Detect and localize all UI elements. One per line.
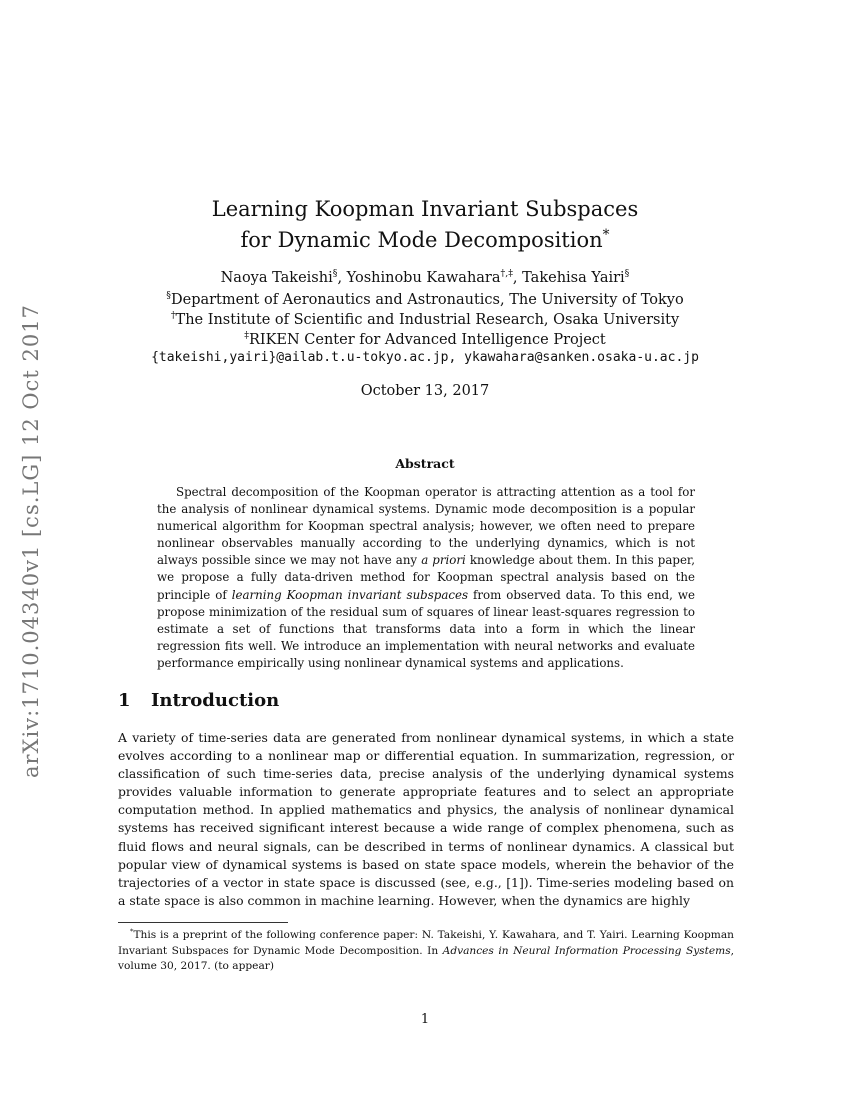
introduction-paragraph: A variety of time-series data are generated from nonlinear dynamical systems, in which a state evolves according to a nonlinear map or differential equation. In summarization, regression, or classification of such time-series data, precise analysis of the underlying dynamical systems provides valuable information to generate appropriate features and to select an appropriate computation method. In applied mathematics and physics, the analysis of nonlinear dynamical systems has received significant interest because a wide range of complex phenomena, such as fluid flows and neural signals, can be described in terms of nonlinear dynamics. A classical but popular view of dynamical systems is based on state space models, wherein the behavior of the trajectories of a vector in state space is discussed (see, e.g., [1]). Time-series modeling based on a state space is also common in machine learning. However, when the dynamics are highly <box>118 730 734 908</box>
paper-title-line-1: Learning Koopman Invariant Subspaces <box>211 197 639 221</box>
footnote-emphasis: Advances in Neural Information Processing Systems <box>442 944 731 957</box>
section-title: Introduction <box>151 690 280 711</box>
introduction-body <box>118 729 734 910</box>
paper-title-line-2-text: for Dynamic Mode Decomposition <box>240 228 603 252</box>
title-footnote-mark: * <box>602 227 610 243</box>
abstract-text: Spectral decomposition of the Koopman operator is attracting attention as a tool for the analysis of nonlinear dynamical systems. Dynamic mode decomposition is a popular numerical algorithm for Koopman spectral analysis; however, we often need to prepare nonlinear observables manually according to the underlying dynamics, which is not always possible since we may not have any <box>157 485 695 568</box>
author-mark: § <box>624 268 630 280</box>
abstract-heading: Abstract <box>395 456 455 471</box>
author-name: Takehisa Yairi <box>522 270 625 286</box>
abstract-emphasis: a priori <box>421 553 466 568</box>
footnote <box>118 928 734 975</box>
abstract-body <box>157 484 695 672</box>
footnote-text: This is a preprint of the following conference paper: N. Takeishi, Y. Kawahara, and T. Yairi. Learning Koopman Invariant Subspaces for Dynamic Mode Decomposition. In <box>118 929 734 957</box>
abstract-text: from observed data. To this end, we propose minimization of the residual sum of squares of linear least-squares regression to estimate a set of functions that transforms data into a form in which the linear regression fits well. We introduce an implementation with neural networks and evaluate performance empirically using nonlinear dynamical systems and applications. <box>157 587 695 670</box>
author-name: Yoshinobu Kawahara <box>346 270 501 286</box>
affiliation-text: RIKEN Center for Advanced Intelligence Project <box>248 332 606 348</box>
author-mark: § <box>332 268 338 280</box>
footnote-paragraph <box>118 928 734 975</box>
author-name: Naoya Takeishi <box>220 270 333 286</box>
author-list: Naoya Takeishi§, Yoshinobu Kawahara†,‡, Takehisa Yairi§ <box>220 268 630 286</box>
arxiv-identifier-sidebar: arXiv:1710.04340v1 [cs.LG] 12 Oct 2017 <box>19 304 43 778</box>
affiliation-text: Department of Aeronautics and Astronautics, The University of Tokyo <box>170 292 684 308</box>
author-mark: †,‡ <box>500 268 513 280</box>
section-number: 1 <box>118 690 131 711</box>
affiliation-tokyo <box>0 290 850 310</box>
footnote-text: , volume 30, 2017. (to appear) <box>118 944 734 973</box>
section-heading <box>118 690 279 711</box>
abstract-paragraph <box>157 484 695 672</box>
author-emails: {takeishi,yairi}@ailab.t.u-tokyo.ac.jp, ykawahara@sanken.osaka-u.ac.jp <box>151 350 699 365</box>
footnote-mark: * <box>130 927 134 936</box>
affiliation-osaka <box>0 310 850 330</box>
affiliation-riken <box>0 330 850 350</box>
paper-title-line-2 <box>0 225 850 256</box>
affiliation-mark: ‡ <box>244 330 249 342</box>
publication-date: October 13, 2017 <box>360 383 490 399</box>
abstract-text: knowledge about them. In this paper, we propose a fully data-driven method for Koopman spectral analysis based on the principle of <box>157 553 696 602</box>
affiliation-mark: § <box>166 290 171 302</box>
abstract-emphasis: learning Koopman invariant subspaces <box>231 587 468 602</box>
affiliation-text: The Institute of Scientific and Industrial Research, Osaka University <box>175 312 680 328</box>
page-number: 1 <box>420 1012 430 1027</box>
affiliation-mark: † <box>170 310 176 322</box>
footnote-divider <box>118 922 288 923</box>
